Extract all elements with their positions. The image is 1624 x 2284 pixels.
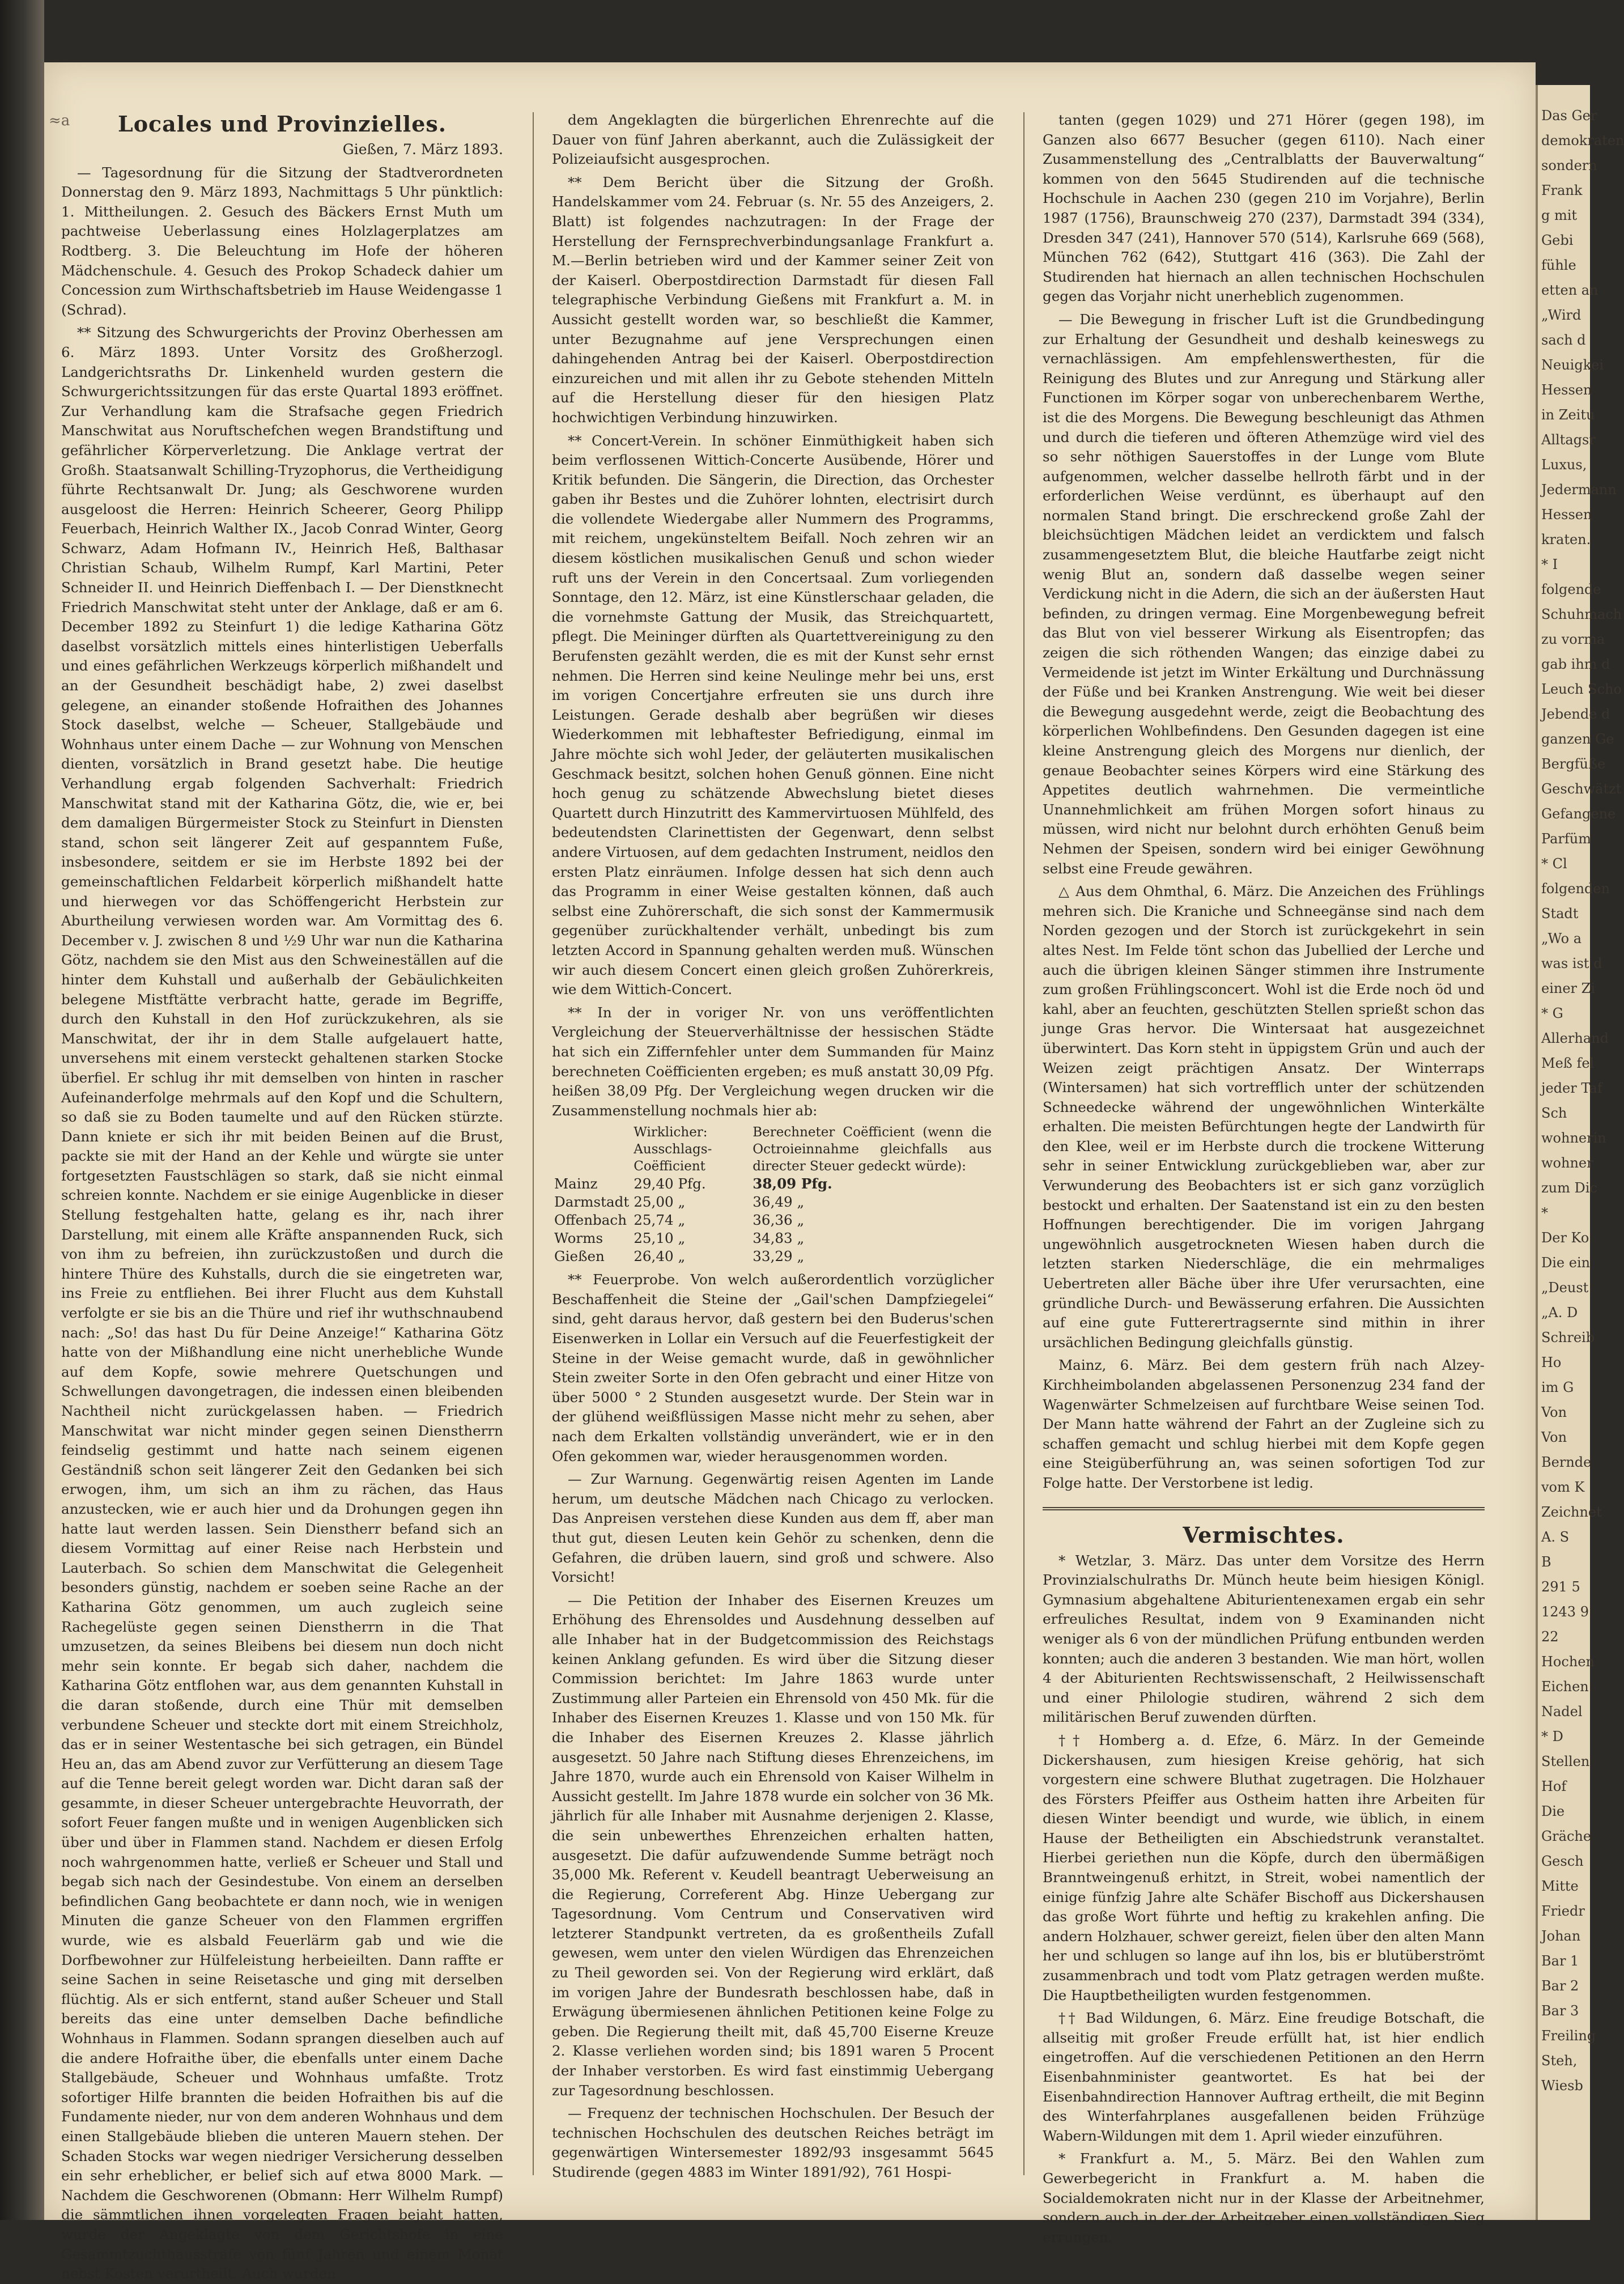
article-paragraph: — Die Bewegung in frischer Luft ist die Grundbedingung zur Erhaltung der Gesundheit und deshalb keineswegs zu vernachlässigen. Am empfehlenswerthesten, für die Reinigung des Blutes und zur Anregung und Stärkung aller Functionen im Körper sogar von unberechenbarem Werthe, ist die des Morgens. Die Bewegung beschleunigt das Athmen und durch die tieferen und öfteren Athemzüge wird viel des so sehr nöthigen Sauerstoffes in der Lunge vom Blute aufgenommen, welcher dasselbe hellroth färbt und in der erforderlichen Weise verdünnt, es überhaupt auf den normalen Stand bringt. Die erschreckend große Zahl der bleichsüchtigen Mädchen leidet an verdicktem und falsch zusammengesetztem Blut, die bleiche Hautfarbe zeigt nicht wenig Blut an, sondern daß dasselbe wegen seiner Verdickung nicht in die Adern, die sich an der äußersten Haut befinden, zu dringen vermag. Eine Morgenbewegung befreit das Blut von viel besserer Wirkung als Eisentropfen; das zeigen die sich röthenden Wangen; das einzige dabei zu Vermeidende ist jetzt im Winter Erkältung und Durchnässung der Füße und bei Kranken Anstrengung. Wie weit bei dieser die Bewegung ausgedehnt werde, zeigt die Beobachtung des körperlichen Wohlbefindens. Den Gesunden dagegen ist eine kleine Anstrengung gleich des Morgens nur dienlich, der genaue Beobachter seines Körpers wird eine Stärkung des Appetites deutlich wahrnehmen. Die vermeintliche Unannehmlichkeit am frühen Morgen sofort hinaus zu müssen, wird nicht nur belohnt durch erhöhten Genuß beim Nehmen der Speisen, sondern wird bei einiger Gewöhnung selbst eine Freude gewähren. (1043, 311, 1485, 877)
article-paragraph: ** Sitzung des Schwurgerichts der Provinz Oberhessen am 6. März 1893. Unter Vorsitz des Großherzogl. Landgerichtsraths Dr. Linkenheld wurden gestern die Schwurgerichtssitzungen für das erste Quartal 1893 eröffnet. Zur Verhandlung kam die Strafsache gegen Friedrich Manschwitat aus Noruftschefchen wegen Brandstiftung und gefährlicher Körperverletzung. Die Anklage vertrat der Großh. Staatsanwalt Schilling-Tryzophorus, die Vertheidigung führte Rechtsanwalt Dr. Jung; als Geschworene wurden ausgeloost die Herren: Heinrich Scheerer, Georg Philipp Feuerbach, Heinrich Walther IX., Jacob Conrad Winter, Georg Schwarz, Adam Hofmann IV., Heinrich Heß, Balthasar Christian Schaub, Wilhelm Rumpf, Karl Martini, Peter Schneider II. und Heinrich Dieffenbach I. — Der Dienstknecht Friedrich Manschwitat steht unter der Anklage, daß er am 6. December 1892 zu Steinfurt 1) die ledige Katharina Götz daselbst vorsätzlich mittels eines hinterlistigen Ueberfalls und eines gefährlichen Werkzeugs körperlich mißhandelt und an der Gesundheit beschädigt habe, 2) zwei daselbst gelegene, an einander stoßende Hofraithen des Johannes Stock daselbst, welche — Scheuer, Stallgebäude und Wohnhaus unter einem Dache — zur Wohnung von Menschen dienten, vorsätzlich in Brand gesetzt habe. Die heutige Verhandlung ergab folgenden Sachverhalt: Friedrich Manschwitat stand mit der Katharina Götz, die, wie er, bei dem damaligen Bürgermeister Stock zu Steinfurt in Diensten stand, schon seit längerer Zeit auf gespanntem Fuße, insbesondere, seitdem er sie im Herbste 1892 bei der gemeinschaftlichen Feldarbeit körperlich mißhandelt hatte und hierwegen vor das Schöffengericht Herbstein zur Aburtheilung verwiesen worden war. Am Vormittag des 6. December v. J. zwischen 8 und ½9 Uhr war nun die Katharina Götz, nachdem sie den Mist aus den Schweineställen auf die hinter dem Kuhstall und außerhalb der Gebäulichkeiten belegene Mistftätte verbracht hatte, gerade im Begriffe, durch den Kuhstall in den Hof zurückzukehren, als sie Manschwitat, der ihr in dem Stalle aufgelauert hatte, unversehens mit einem versteckt gehaltenen starken Stocke überfiel. Er schlug ihr mit demselben von hinten in rascher Aufeinanderfolge mehrmals auf den Kopf und die Schultern, so daß sie zu Boden taumelte und auf den Rücken stürzte. Dann kniete er sich ihr mit beiden Beinen auf die Brust, packte sie mit der Hand an der Kehle und würgte sie unter fortgesetzten Faustschlägen so stark, daß sie nicht einmal schreien konnte. Nachdem er sie einige Augenblicke in dieser Stellung festgehalten hatte, gelang es ihr, nach ihrer Darstellung, mit einem alle Kräfte anspannenden Ruck, sich von ihm zu befreien, ihn zurückzustoßen und durch die hintere Thüre des Kuhstalls, durch die sie eingetreten war, ins Freie zu entfliehen. Bei ihrer Flucht aus dem Kuhstall verfolgte er sie bis an die Thüre und rief ihr wuthschnaubend nach: „So! das hast Du für Deine Anzeige!“ Katharina Götz hatte von der Mißhandlung eine nicht unerhebliche Wunde auf dem Kopfe, sowie mehrere Quetschungen und Schwellungen davongetragen, die indessen einen bleibenden Nachtheil nicht zurückgelassen haben. — Friedrich Manschwitat war nicht minder gegen seinen Dienstherrn feindselig gestimmt und hatte nach seinem eigenen Geständniß schon seit längerer Zeit den Gedanken bei sich erwogen, ihm, um sich an ihm zu rächen, das Haus anzustecken, wie er auch hier und da Drohungen gegen ihn hatte laut werden lassen. Sein Dienstherr befand sich an diesem Vormittag auf einer Reise nach Herbstein und Lauterbach. So schien dem Manschwitat die Gelegenheit besonders günstig, nachdem er soeben seine Rache an der Katharina Götz genommen, um auch zugleich seine Rachegelüste gegen seinen Dienstherrn in die That umzusetzen, da seines Bleibens bei diesem nun doch nicht mehr sein konnte. Er begab sich daher, nachdem die Katharina Götz entflohen war, aus dem genannten Kuhstall in die daran stoßende, durch eine Thür mit demselben verbundene Scheuer und steckte dort mit einem Streichholz, das er in seiner Westentasche bei sich getragen, ein Bündel Heu an, das am Abend zuvor zur Verfütterung an diesem Tage auf die Tenne bereit gelegt worden war. Dicht daran saß der gesammte, in dieser Scheuer untergebrachte Heuvorrath, der sofort Feuer fangen mußte und in wenigen Augenblicken sich über und über in Flammen stand. Nachdem er diesen Erfolg noch wahrgenommen hatte, verließ er Scheuer und Stall und begab sich nach der Gesindestube. Von einem an derselben befindlichen Gang beobachtete er dann noch, wie in wenigen Minuten die ganze Scheuer von den Flammen ergriffen wurde, wie es alsbald Feuerlärm gab und wie die Dorfbewohner zur Hülfeleistung herbeieilten. Dann raffte er seine Sachen in seine Reisetasche und ging mit derselben flüchtig. Als er sich entfernt, stand außer Scheuer und Stall bereits das eine unter demselben Dache befindliche Wohnhaus in Flammen. Sodann sprangen dieselben auch auf die andere Hofraithe über, die ebenfalls unter einem Dache Stallgebäude, Scheuer und Wohnhaus umfaßte. Trotz sofortiger Hilfe brannten die beiden Hofraithen bis auf die Fundamente nieder, nur von dem anderen Wohnhaus und dem einen Stallgebäude blieben die unteren Mauern stehen. Der Schaden Stocks war wegen niedriger Versicherung desselben ein sehr erheblicher, er belief sich auf etwa 8000 Mark. — Nachdem die Geschworenen (Obmann: Herr Wilhelm Rumpf) die sämmtlichen ihnen vorgelegten Fragen bejaht hatten, wurde der Angeklagte von dem Gerichtshofe in eine Gesammtzuchthausstrafe von fünf Jahren und einem Monat nebst Kosten verurtheilt. Auch wurden (61, 324, 503, 2282)
table-header-row (552, 1124, 994, 1175)
adjacent-page-fragment: kraten. (1541, 532, 1591, 547)
table-header-cell: Wirklicher: Ausschlags-Coëfficient (634, 1125, 712, 1174)
adjacent-page-fragment: Mitte (1541, 1878, 1579, 1894)
table-cell: 25,00 „ (634, 1194, 686, 1211)
adjacent-page-fragment: Gräche (1541, 1828, 1592, 1844)
adjacent-page-fragment: Hessen (1541, 507, 1592, 523)
table-cell: 29,40 Pfg. (634, 1175, 706, 1192)
adjacent-page-fragment: sondern (1541, 158, 1597, 173)
newspaper-page (44, 62, 1536, 2282)
table-cell: Mainz (554, 1175, 598, 1192)
adjacent-page-fragment: vom K (1541, 1479, 1585, 1495)
adjacent-page-fragment: g mit (1541, 207, 1578, 223)
column-1-body (61, 163, 503, 2284)
adjacent-page-fragment: 291 5 (1541, 1579, 1580, 1595)
adjacent-page-fragment: etten an (1541, 282, 1599, 298)
adjacent-page-fragment: jeder Taf (1541, 1080, 1602, 1096)
article-paragraph: — Zur Warnung. Gegenwärtig reisen Agenten im Lande herum, um deutsche Mädchen nach Chicago zu verlocken. Das Anpreisen verstehen diese Kunden aus dem ff, aber man thut gut, diesen Leuten kein Gehör zu schenken, denn die Gefahren, die drüben lauern, sind groß und schwere. Also Vorsicht! (552, 1471, 994, 1586)
article-paragraph: ** Dem Bericht über die Sitzung der Großh. Handelskammer vom 24. Februar (s. Nr. 55 des Anzeigers, 2. Blatt) ist folgendes nachzutragen: In der Frage der Herstellung der Fernsprechverbindungsanlage Frankfurt a. M.—Berlin betrieben wird und der Kammer seiner Zeit von der Kaiserl. Oberpostdirection Darmstadt für diesen Fall telegraphische Verbindung Gießens mit Frankfurt a. M. in Aussicht gestellt worden war, so beschließt die Kammer, unter Bezugnahme auf jene Versprechungen einen dahingehenden Antrag bei der Kaiserl. Oberpostdirection einzureichen und mit allen ihr zu Gebote stehenden Mitteln auf die Herstellung dieser für den hiesigen Platz hochwichtigen Verbindung hinzuwirken. (552, 173, 994, 426)
table-cell: Darmstadt (554, 1194, 630, 1211)
table-row (552, 1211, 994, 1229)
table-cell: 38,09 Pfg. (753, 1175, 832, 1192)
adjacent-page-fragment: Allerhand (1541, 1030, 1609, 1046)
table-header-cell (552, 1124, 631, 1175)
column-3 (1043, 111, 1485, 2245)
adjacent-page-fragment: Jedermann (1541, 482, 1617, 498)
adjacent-page-fragment: „Wird (1541, 307, 1582, 323)
section-divider (1043, 1507, 1485, 1510)
adjacent-page-fragment: Das Ger (1541, 108, 1597, 124)
adjacent-page-fragment: zu vorma (1541, 631, 1605, 647)
column-2-body-a (552, 111, 994, 1120)
table-cell: Offenbach (554, 1212, 627, 1229)
adjacent-page-fragment: zum Dic (1541, 1180, 1597, 1196)
adjacent-page-fragment: Sch (1541, 1105, 1567, 1121)
adjacent-page-fragment: Eichen (1541, 1679, 1589, 1695)
table-cell: Worms (554, 1230, 603, 1247)
column-1 (61, 111, 503, 2282)
table-row (552, 1247, 994, 1266)
adjacent-page-fragment: * G (1541, 1005, 1563, 1021)
adjacent-page-fragment: gab ihm d (1541, 656, 1610, 672)
adjacent-page-fragment: Bar 2 (1541, 1978, 1579, 1994)
adjacent-page-fragment: einer Zi (1541, 980, 1595, 996)
adjacent-page-fragment: Schuhmach (1541, 606, 1622, 622)
column-rule (533, 112, 534, 2175)
article-paragraph: ** Feuerprobe. Von welch außerordentlich vorzüglicher Beschaffenheit die Steine der „Gail'schen Dampfziegelei“ sind, geht daraus hervor, daß gestern bei den Buderus'schen Eisenwerken in Lollar ein Versuch auf die Feuerfestigkeit der Steine in der Weise gemacht wurde, daß in gewöhnlicher Stein zweiter Sorte in den Ofen gebracht und einer Hitze von über 5000 ° 2 Stunden ausgesetzt wurde. Der Stein war in der glühend weißflüssigen Masse nicht mehr zu sehen, aber nach dem Erkalten vollständig unverändert, wie er in den Ofen gekommen war, wieder herausgenommen worden. (552, 1271, 994, 1464)
adjacent-page-fragment: Geschwätzt (1541, 781, 1622, 797)
article-paragraph: — Frequenz der technischen Hochschulen. Der Besuch der technischen Hochschulen des deutschen Reiches beträgt im gegenwärtigen Wintersemester 1892/93 insgesammt 5645 Studirende (gegen 4883 im Winter 1891/92), 761 Hospi- (552, 2105, 994, 2180)
article-paragraph: — Die Petition der Inhaber des Eisernen Kreuzes um Erhöhung des Ehrensoldes und Ausdehnung desselben auf alle Inhaber hat in der Budgetcommission des Reichstags keinen Anklang gefunden. Es wird über die Sitzung dieser Commission berichtet: Im Jahre 1863 wurde unter Zustimmung aller Parteien ein Ehrensold von 450 Mk. für die Inhaber des Eisernen Kreuzes 1. Klasse und von 150 Mk. für die Inhaber des Eisernen Kreuzes 2. Klasse jährlich ausgesetzt. 50 Jahre nach Stiftung dieses Ehrenzeichens, im Jahre 1870, wurde auch ein Ehrensold von Kaiser Wilhelm in Aussicht gestellt. Im Jahre 1878 wurde ein solcher von 36 Mk. jährlich für alle Inhaber mit Ausnahme derjenigen 2. Klasse, die sein unbewerthes Ehrenzeichen erhalten hatten, ausgesetzt. Die dafür aufzuwendende Summe beträgt noch 35,000 Mk. Referent v. Keudell beantragt Ueberweisung an die Regierung, Correferent Abg. Hinze Uebergang zur Tagesordnung. Vom Centrum und Conservativen wird letzterer Standpunkt vertreten, da es großentheils Zufall gewesen, wem unter den vielen Würdigen das Ehrenzeichen zu Theil geworden sei. Von der Regierung wird erklärt, daß im vorigen Jahre der Bundesrath beschlossen habe, daß in Erwägung übermiesenen ähnlichen Petitionen keine Folge zu geben. Die Regierung theilt mit, daß 45,700 Eiserne Kreuze 2. Klasse verliehen worden sind; bis 1891 waren 5 Procent der Inhaber verstorben. Es wird fast einstimmig Uebergang zur Tagesordnung beschlossen. (552, 1591, 994, 2099)
adjacent-page-fragment: Frank (1541, 182, 1583, 198)
adjacent-page-fragment: Gebi (1541, 232, 1574, 248)
column-rule (1023, 112, 1024, 2175)
tax-comparison-table (552, 1124, 994, 1266)
article-paragraph: — Tagesordnung für die Sitzung der Stadtverordneten Donnerstag den 9. März 1893, Nachmittags 5 Uhr pünktlich: 1. Mittheilungen. 2. Gesuch des Bäckers Ernst Muth um pachtweise Ueberlassung eines Holzlagerplatzes am Rodtberg. 3. Die Beleuchtung im Hofe der höheren Mädchenschule. 4. Gesuch des Prokop Schadeck dahier um Concession zum Wirthschaftsbetrieb im Hause Weidengasse 1 (Schrad). (61, 164, 503, 318)
adjacent-page-fragment: was ist d (1541, 956, 1602, 971)
column-2-body-b (552, 1270, 994, 2182)
adjacent-page-fragment: Nadel (1541, 1704, 1583, 1720)
table-row (552, 1229, 994, 1247)
adjacent-page-fragment: im G (1541, 1379, 1574, 1395)
book-spine (0, 0, 44, 2220)
adjacent-page-fragment: Bar 1 (1541, 1953, 1579, 1969)
adjacent-page-fragment: Jebende d (1541, 706, 1610, 722)
article-paragraph: ** In der in voriger Nr. von uns veröffentlichten Vergleichung der Steuerverhältnisse der hessischen Städte hat sich ein Ziffernfehler unter dem Summanden für Mainz berechneten Coëfficienten ergeben; es muß anstatt 30,09 Pfg. heißen 38,09 Pfg. Der Vergleichung wegen drucken wir die Zusammenstellung nochmals hier ab: (552, 1004, 994, 1119)
adjacent-page-fragment: wohner (1541, 1155, 1593, 1171)
adjacent-page-fragment: Johan (1541, 1928, 1581, 1944)
article-paragraph: △ Aus dem Ohmthal, 6. März. Die Anzeichen des Frühlings mehren sich. Die Kraniche und Schneegänse sind nach dem Norden gezogen und der Storch ist zurückgekehrt in sein altes Nest. Im Felde tönt schon das Jubellied der Lerche und auch die übrigen kleinen Sänger stimmen ihre Instrumente zum großen Frühlingsconcert. Wohl ist die Erde noch öd und kahl, aber an feuchten, geschützten Stellen sprießt schon das junge Gras hervor. Die Wintersaat hat ausgezeichnet überwintert. Das Korn steht in üppigstem Grün und auch der Weizen zeigt prächtigen Ansatz. Der Winterraps (Wintersamen) hat sich vortrefflich unter der schützenden Schneedecke während der ungewöhnlichen Winterkälte erhalten. Die meisten Befürchtungen hegte der Landwirth für den Klee, weil er im Herbste durch die trockene Witterung sehr in seiner Entwicklung zurückgeblieben war, aber zur Verwunderung des Beobachters ist er sich ganz vorzüglich bestockt und erhalten. Der Saatenstand ist ein zu den besten Hoffnungen berechtigender. Die im vorigen Jahrgang ungewöhnlich ausgetrockneten Wiesen haben durch die letzten starken Niederschläge, die ein mehrmaliges Uebertreten aller Bäche über ihre Ufer verursachten, eine gründliche Durch- und Bewässerung erfahren. Die Aussichten auf eine gute Futterertragsernte sind mithin in ihrer ursächlichen Bedingung gleichfalls günstig. (1043, 883, 1485, 1351)
article-paragraph: Mainz, 6. März. Bei dem gestern früh nach Alzey-Kirchheimbolanden abgelassenen Personenzug 234 fand der Wagenwärter Schmelzeisen auf furchtbare Weise seinen Tod. Der Mann hatte während der Fahrt an der Zugleine sich zu schaffen gemacht und schlug hierbei mit dem Kopfe gegen eine Steigüberführung an, was seinen sofortigen Tod zur Folge hatte. Der Verstorbene ist ledig. (1043, 1357, 1485, 1491)
column-2 (552, 111, 994, 2179)
adjacent-page-fragment: „Wo a (1541, 931, 1582, 946)
adjacent-page-fragment: Die (1541, 1803, 1565, 1819)
article-paragraph: †† Homberg a. d. Efze, 6. März. In der Gemeinde Dickershausen, zum hiesigen Kreise gehörig, hat sich vorgestern eine schwere Bluthat zugetragen. Die Holzhauer des Försters Pfeiffer aus Ostheim hatten ihre Arbeiten für diesen Winter beendigt und wurde, wie üblich, in einem Hause der Betheiligten ein Abschiedstrunk veranstaltet. Hierbei geriethen nun die Köpfe, durch den übermäßigen Branntweingenuß erhitzt, in Streit, wobei namentlich der einige fünfzig Jahre alte Schäfer Bischoff aus Dickershausen das große Wort führte und heftig zu krakehlen anfing. Die andern Holzhauer, schwer gereizt, fielen über den alten Mann her und schlugen so lange auf ihn los, bis er blutüberströmt zusammenbrach und todt vom Platz getragen werden mußte. Die Hauptbetheiligten wurden festgenommen. (1043, 1731, 1485, 2003)
adjacent-page-fragment: Bernde (1541, 1454, 1592, 1470)
adjacent-page-fragment: ganzen Ge (1541, 731, 1614, 747)
adjacent-page-fragment: Neuigkei (1541, 357, 1604, 373)
adjacent-page-fragment: Luxus, (1541, 457, 1587, 473)
adjacent-page-fragment: * Cl (1541, 856, 1567, 872)
column-3-body-a (1043, 111, 1485, 1493)
adjacent-page-fragment: Gefangene (1541, 806, 1616, 822)
adjacent-page-fragment: Stadt (1541, 906, 1579, 922)
table-row (552, 1175, 994, 1193)
adjacent-page-fragment: Bergfüße (1541, 756, 1606, 772)
adjacent-page-fragment: Friedr (1541, 1903, 1585, 1919)
adjacent-page-fragment: * (1541, 1205, 1548, 1221)
adjacent-page-fragment: demokraten (1541, 133, 1624, 148)
adjacent-page-fragment: folgenden (1541, 881, 1610, 897)
table-header-cell: Berechneter Coëfficient (wenn die Octroieinnahme gleichfalls aus directer Steuer gedeckt würde): (753, 1125, 992, 1174)
adjacent-page-fragment: Bar 3 (1541, 2003, 1579, 2019)
article-paragraph: dem Angeklagten die bürgerlichen Ehrenrechte auf die Dauer von fünf Jahren aberkannt, auch die Zulässigkeit der Polizeiaufsicht ausgesprochen. (552, 112, 994, 168)
article-paragraph: tanten (gegen 1029) und 271 Hörer (gegen 198), im Ganzen also 6677 Besucher (gegen 6110). Nach einer Zusammenstellung des „Centralblatts der Bauverwaltung“ kommen von den 5645 Studirenden auf die technische Hochschule in Aachen 230 (gegen 210 im Vorjahre), Berlin 1987 (1756), Braunschweig 270 (237), Darmstadt 394 (334), Dresden 347 (241), Hannover 570 (514), Karlsruhe 669 (568), München 762 (642), Stuttgart 416 (363). Die Zahl der Studirenden hat hiernach an allen technischen Hochschulen gegen das Vorjahr nicht unerheblich zugenommen. (1043, 112, 1485, 305)
table-cell: 36,49 „ (753, 1194, 805, 1211)
table-cell: 36,36 „ (753, 1212, 805, 1229)
adjacent-page-fragment: in Zeitu (1541, 407, 1595, 423)
adjacent-page-fragment: Von (1541, 1429, 1567, 1445)
article-paragraph: ** Concert-Verein. In schöner Einmüthigkeit haben sich beim verflossenen Wittich-Concerte Ausübende, Hörer und Kritik befunden. Die Sängerin, die Direction, das Orchester gaben ihr Bestes und die Zuhörer lohnten, electrisirt durch die vollendete Wiedergabe aller Nummern des Programms, mit reichem, ungekünsteltem Beifall. Noch zehren wir an diesem köstlichen musikalischen Genuß und schon wieder ruft uns der Verein in den Concertsaal. Zum vorliegenden Sonntage, den 12. März, ist eine Künstlerschaar geladen, die die vornehmste Gattung der Musik, das Streichquartett, pflegt. Die Meininger dürften als Quartettvereinigung zu den Berufensten gezählt werden, die es mit der Kunst sehr ernst nehmen. Die Herren sind keine Neulinge mehr bei uns, erst im vorigen Concertjahre erfreuten sie uns durch ihre Leistungen. Gerade deshalb aber begrüßen wir dieses Wiederkommen mit lebhaftester Befriedigung, einmal im Jahre möchte sich wohl Jeder, der geläuterten musikalischen Geschmack besitzt, solchen hohen Genuß gönnen. Eine nicht hoch genug zu schätzende Abwechslung bietet dieses Quartett durch Hinzutritt des Kammervirtuosen Mühlfeld, des bedeutendsten Clarinettisten der Gegenwart, denn selbst andere Virtuosen, auf dem gedachten Instrument, neidlos den ersten Platz einräumen. Infolge dessen hat sich denn auch das Programm in einer Weise gestalten können, daß auch selbst eine Zuhörerschaft, die sich sonst der Kammermusik gegenüber zurückhaltender verhält, unbedingt bis zum letzten Accord in Spannung gehalten werden muß. Wünschen wir auch diesem Concert einen gleich großen Zuhörerkreis, wie dem Wittich-Concert. (552, 432, 994, 998)
adjacent-page-fragment: Ho (1541, 1355, 1562, 1370)
section-heading-locales: Locales und Provinzielles. (117, 111, 447, 137)
adjacent-page-fragment: Freiling (1541, 2028, 1596, 2044)
adjacent-page-fragment: Alltagsr (1541, 432, 1596, 448)
adjacent-page-fragment: „Deust (1541, 1280, 1589, 1296)
article-paragraph: * Frankfurt a. M., 5. März. Bei den Wahlen zum Gewerbegericht in Frankfurt a. M. haben die Socialdemokraten nicht nur in der Klasse der Arbeitnehmer, sondern auch in der der Arbeitgeber einen vollständigen Sieg errungen. (1043, 2150, 1485, 2245)
article-paragraph: †† Bad Wildungen, 6. März. Eine freudige Botschaft, die allseitig mit großer Freude erfüllt hat, ist hier endlich eingetroffen. Auf die verschiedenen Petitionen an den Herrn Eisenbahnminister geantwortet. Es hat bei der Eisenbahndirection Hannover Auftrag ertheilt, die mit Beginn des Winterfahrplanes ausgefallenen beiden Frühzüge Wabern-Wildungen mit dem 1. April wieder einzuführen. (1043, 2010, 1485, 2144)
adjacent-page-fragment: Parfüm (1541, 831, 1591, 847)
adjacent-page-fragment: Stellen (1541, 1754, 1590, 1769)
table-row (552, 1193, 994, 1211)
adjacent-page-fragment: fühle (1541, 257, 1576, 273)
article-paragraph: * Wetzlar, 3. März. Das unter dem Vorsitze des Herrn Provinzialschulraths Dr. Münch heute beim hiesigen Königl. Gymnasium abgehaltene Abiturientenexamen ergab ein sehr erfreuliches Resultat, indem von 9 Examinanden nicht weniger als 6 von der mündlichen Prüfung entbunden werden konnten; auch die anderen 3 bestanden. Wie man hört, wollen 4 der Abiturienten Rechtswissenschaft, 2 Heilwissenschaft und einer Philologie studiren, während 2 sich dem militärischen Beruf zuwenden dürften. (1043, 1552, 1485, 1726)
adjacent-page-fragment: Schreib (1541, 1330, 1595, 1345)
adjacent-page-fragment: Steh, (1541, 2053, 1578, 2069)
adjacent-page-fragment: Zeichnet (1541, 1504, 1602, 1520)
adjacent-page-fragment: 1243 9 (1541, 1604, 1589, 1620)
adjacent-page-fragment: Der Ko (1541, 1230, 1589, 1246)
section-heading-vermischtes: Vermischtes. (1183, 1522, 1345, 1548)
table-cell: 26,40 „ (634, 1248, 686, 1265)
adjacent-page-fragment: A. S (1541, 1529, 1570, 1545)
adjacent-page-fragment: Hof (1541, 1778, 1567, 1794)
adjacent-page-fragment: Die ein (1541, 1255, 1591, 1271)
adjacent-page-fragment: Meß fel (1541, 1055, 1595, 1071)
adjacent-page-fragment: Hochen (1541, 1654, 1595, 1670)
adjacent-page-fragment: Wiesb (1541, 2078, 1583, 2094)
adjacent-page-fragment: sach d (1541, 332, 1586, 348)
adjacent-page-edge (1536, 85, 1624, 2220)
adjacent-page-fragment: wohnerin (1541, 1130, 1606, 1146)
adjacent-page-fragment: * I (1541, 557, 1558, 572)
adjacent-page-fragment: folgende (1541, 581, 1601, 597)
adjacent-page-fragment: B (1541, 1554, 1551, 1570)
rubric-mark: ≈a (49, 112, 70, 129)
table-cell: 25,10 „ (634, 1230, 686, 1247)
adjacent-page-fragment: * D (1541, 1729, 1563, 1744)
adjacent-page-fragment: Von (1541, 1404, 1567, 1420)
table-cell: Gießen (554, 1248, 605, 1265)
table-cell: 34,83 „ (753, 1230, 805, 1247)
table-cell: 25,74 „ (634, 1212, 686, 1229)
adjacent-page-fragment: 22 (1541, 1629, 1559, 1645)
table-cell: 33,29 „ (753, 1248, 805, 1265)
adjacent-page-fragment: Hessen (1541, 382, 1592, 398)
adjacent-page-fragment: Gesch (1541, 1853, 1584, 1869)
dateline: Gießen, 7. März 1893. (342, 141, 503, 158)
adjacent-page-fragment: „A. D (1541, 1305, 1578, 1321)
adjacent-page-fragment: Leuch Scho (1541, 681, 1622, 697)
column-3-body-b (1043, 1551, 1485, 2248)
